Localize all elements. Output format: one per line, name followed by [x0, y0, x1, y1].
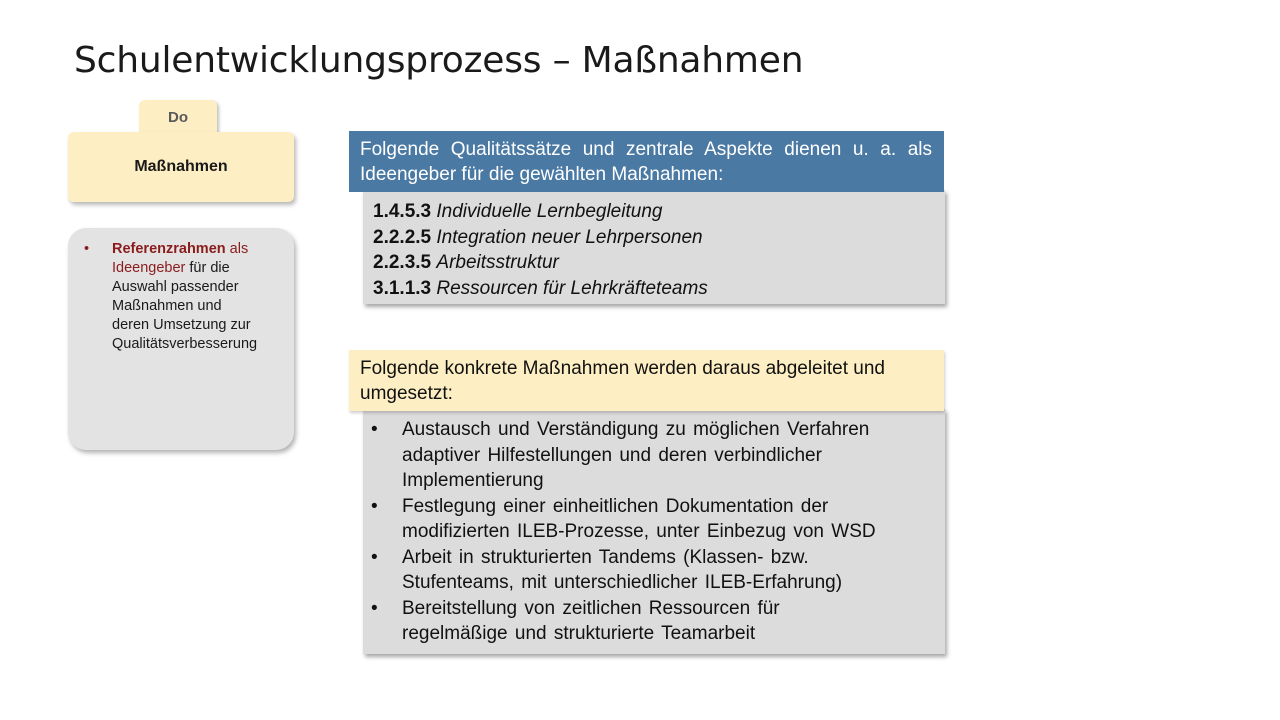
measure-text: [402, 545, 935, 596]
info-line: Maßnahmen und: [112, 298, 222, 314]
measure-line: Arbeit in strukturierten Tandems (Klassen- bzw.: [402, 546, 809, 568]
bullet-icon: •: [371, 419, 378, 440]
quality-item: [373, 250, 945, 276]
measure-item: [371, 596, 935, 647]
measure-line: adaptiver Hilfestellungen und deren verbindlicher: [402, 444, 822, 466]
quality-code: 2.2.3.5: [373, 252, 432, 273]
info-box: [68, 228, 294, 450]
measure-line: modifizierten ILEB-Prozesse, unter Einbezug von WSD: [402, 521, 876, 542]
quality-name: Integration neuer Lehrpersonen: [436, 226, 703, 248]
measure-item: [371, 417, 935, 494]
als-text: als: [225, 241, 249, 257]
quality-list: [363, 190, 945, 304]
quality-header: Folgende Qualitätssätze und zentrale Aspekte dienen u. a. als Ideengeber für die gewählten Maßnahmen:: [349, 131, 944, 192]
measure-item: [371, 545, 935, 596]
quality-code: 3.1.1.3: [373, 277, 432, 299]
ideengeber-term: Ideengeber: [112, 260, 186, 276]
do-tab: Do: [139, 100, 217, 138]
quality-code: 1.4.5.3: [373, 201, 432, 222]
quality-name: Arbeitsstruktur: [436, 252, 559, 273]
quality-item: [373, 199, 945, 225]
info-bullet-text: [112, 240, 257, 354]
massnahmen-box: [68, 132, 294, 202]
bullet-icon: •: [371, 597, 378, 619]
bullet-icon: •: [84, 241, 90, 257]
measure-line: Stufenteams, mit unterschiedlicher ILEB-Erfahrung): [402, 572, 843, 593]
info-line: Qualitätsverbesserung: [112, 336, 258, 352]
measure-item: [371, 494, 935, 545]
massnahmen-label: Maßnahmen: [134, 158, 228, 175]
measure-text: [402, 596, 935, 647]
measures-list: [363, 409, 945, 654]
measure-line: Festlegung einer einheitlichen Dokumentation der: [402, 495, 829, 517]
info-line: deren Umsetzung zur: [112, 317, 251, 333]
quality-item: [373, 225, 945, 251]
quality-name: Individuelle Lernbegleitung: [436, 201, 663, 222]
fuer-die-text: für die: [185, 260, 230, 276]
measure-text: [402, 494, 935, 545]
bullet-icon: •: [371, 495, 378, 517]
measure-text: [402, 417, 935, 494]
bullet-icon: •: [371, 546, 378, 568]
measure-line: Austausch und Verständigung zu möglichen Verfahren: [402, 419, 870, 440]
quality-code: 2.2.2.5: [373, 226, 432, 248]
page-title: Schulentwicklungsprozess – Maßnahmen: [74, 40, 804, 81]
measure-line: Bereitstellung von zeitlichen Ressourcen für: [402, 597, 780, 619]
measures-header: Folgende konkrete Maßnahmen werden daraus abgeleitet und umgesetzt:: [349, 350, 944, 411]
info-line: Auswahl passender: [112, 279, 239, 295]
measure-line: Implementierung: [402, 470, 544, 491]
measure-line: regelmäßige und strukturierte Teamarbeit: [402, 623, 756, 644]
quality-name: Ressourcen für Lehrkräfteteams: [436, 277, 708, 299]
referenzrahmen-term: Referenzrahmen: [112, 241, 226, 257]
quality-item: [373, 276, 945, 302]
info-bullet: [82, 240, 274, 354]
